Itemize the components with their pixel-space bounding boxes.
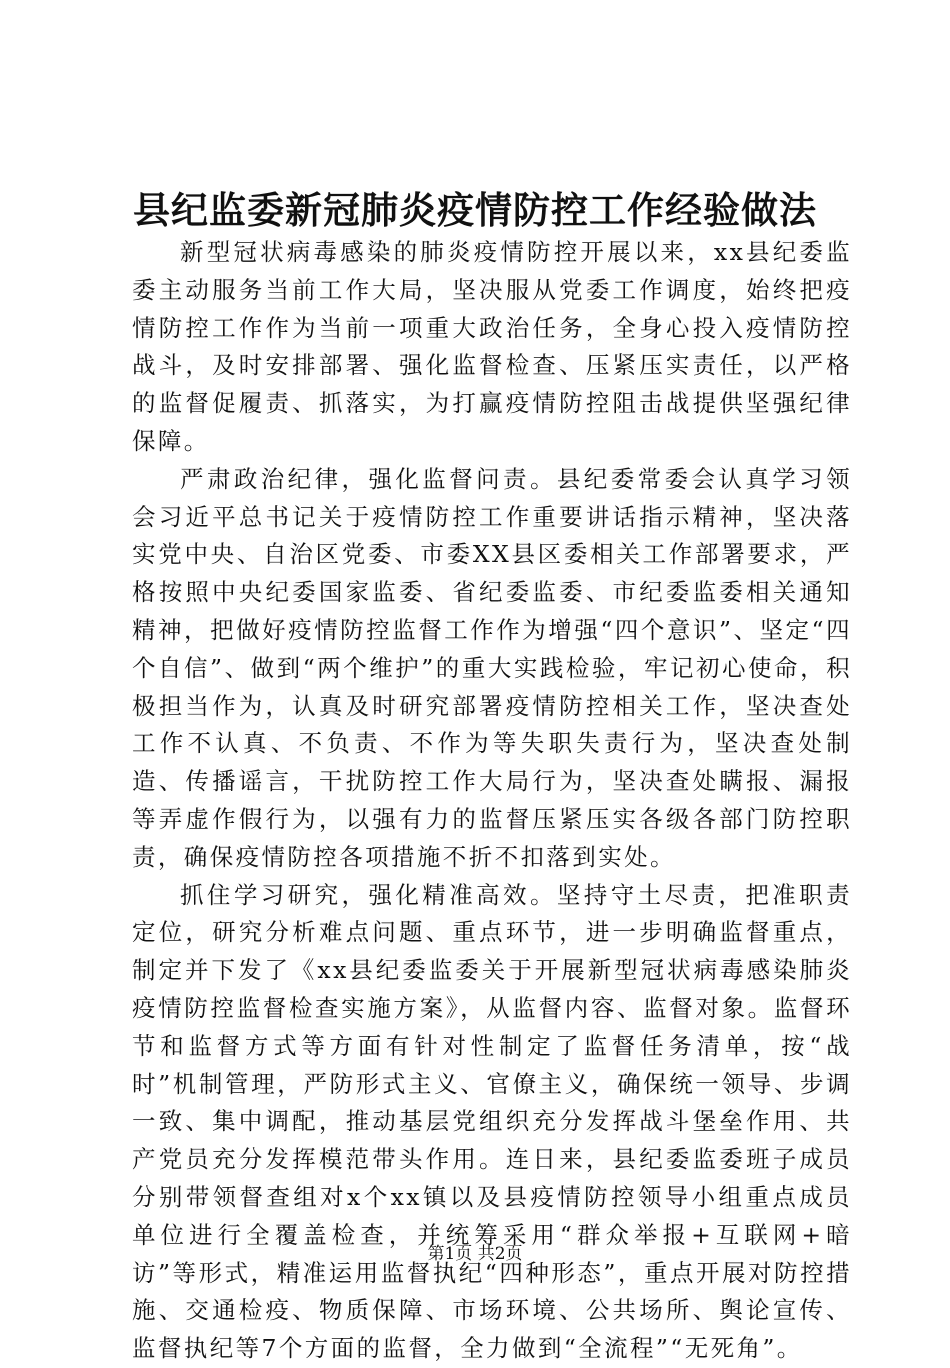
paragraph-intro: 新型冠状病毒感染的肺炎疫情防控开展以来，xx县纪委监委主动服务当前工作大局，坚决服从党委工作调度，始终把疫情防控工作作为当前一项重大政治任务，全身心投入疫情防控战斗，及时安排部署、强化监督检查、压紧压实责任，以严格的监督促履责、抓落实，为打赢疫情防控阻击战提供坚强纪律保障。 (132, 238, 852, 455)
paragraph-political-discipline: 严肃政治纪律，强化监督问责。县纪委常委会认真学习领会习近平总书记关于疫情防控工作重要讲话指示精神，坚决落实党中央、自治区党委、市委XX县区委相关工作部署要求，严格按照中央纪委国家监委、省纪委监委、市纪委监委相关通知精神，把做好疫情防控监督工作作为增强“四个意识”、坚定“四个自信”、做到“两个维护”的重大实践检验，牢记初心使命，积极担当作为，认真及时研究部署疫情防控相关工作，坚决查处工作不认真、不负责、不作为等失职失责行为，坚决查处制造、传播谣言，干扰防控工作大局行为，坚决查处瞒报、漏报等弄虚作假行为，以强有力的监督压紧压实各级各部门防控职责，确保疫情防控各项措施不折不扣落到实处。 (132, 464, 852, 871)
document-body (132, 234, 852, 1368)
page-number-footer: 第1页 共2页 (427, 1244, 523, 1264)
document-title: 县纪监委新冠肺炎疫情防控工作经验做法 (133, 188, 817, 232)
paragraph-study-research: 抓住学习研究，强化精准高效。坚持守土尽责，把准职责定位，研究分析难点问题、重点环节，进一步明确监督重点，制定并下发了《xx县纪委监委关于开展新型冠状病毒感染肺炎疫情防控监督检查实施方案》，从监督内容、监督对象。监督环节和监督方式等方面有针对性制定了监督任务清单，按“战时”机制管理，严防形式主义、官僚主义，确保统一领导、步调一致、集中调配，推动基层党组织充分发挥战斗堡垒作用、共产党员充分发挥模范带头作用。连日来，县纪委监委班子成员分别带领督查组对x个xx镇以及县疫情防控领导小组重点成员单位进行全覆盖检查，并统筹采用“群众举报+互联网+暗访”等形式，精准运用监督执纪“四种形态”，重点开展对防控措施、交通检疫、物质保障、市场环境、公共场所、舆论宣传、监督执纪等7个方面的监督，全力做到“全流程”“无死角”。 (132, 880, 852, 1363)
